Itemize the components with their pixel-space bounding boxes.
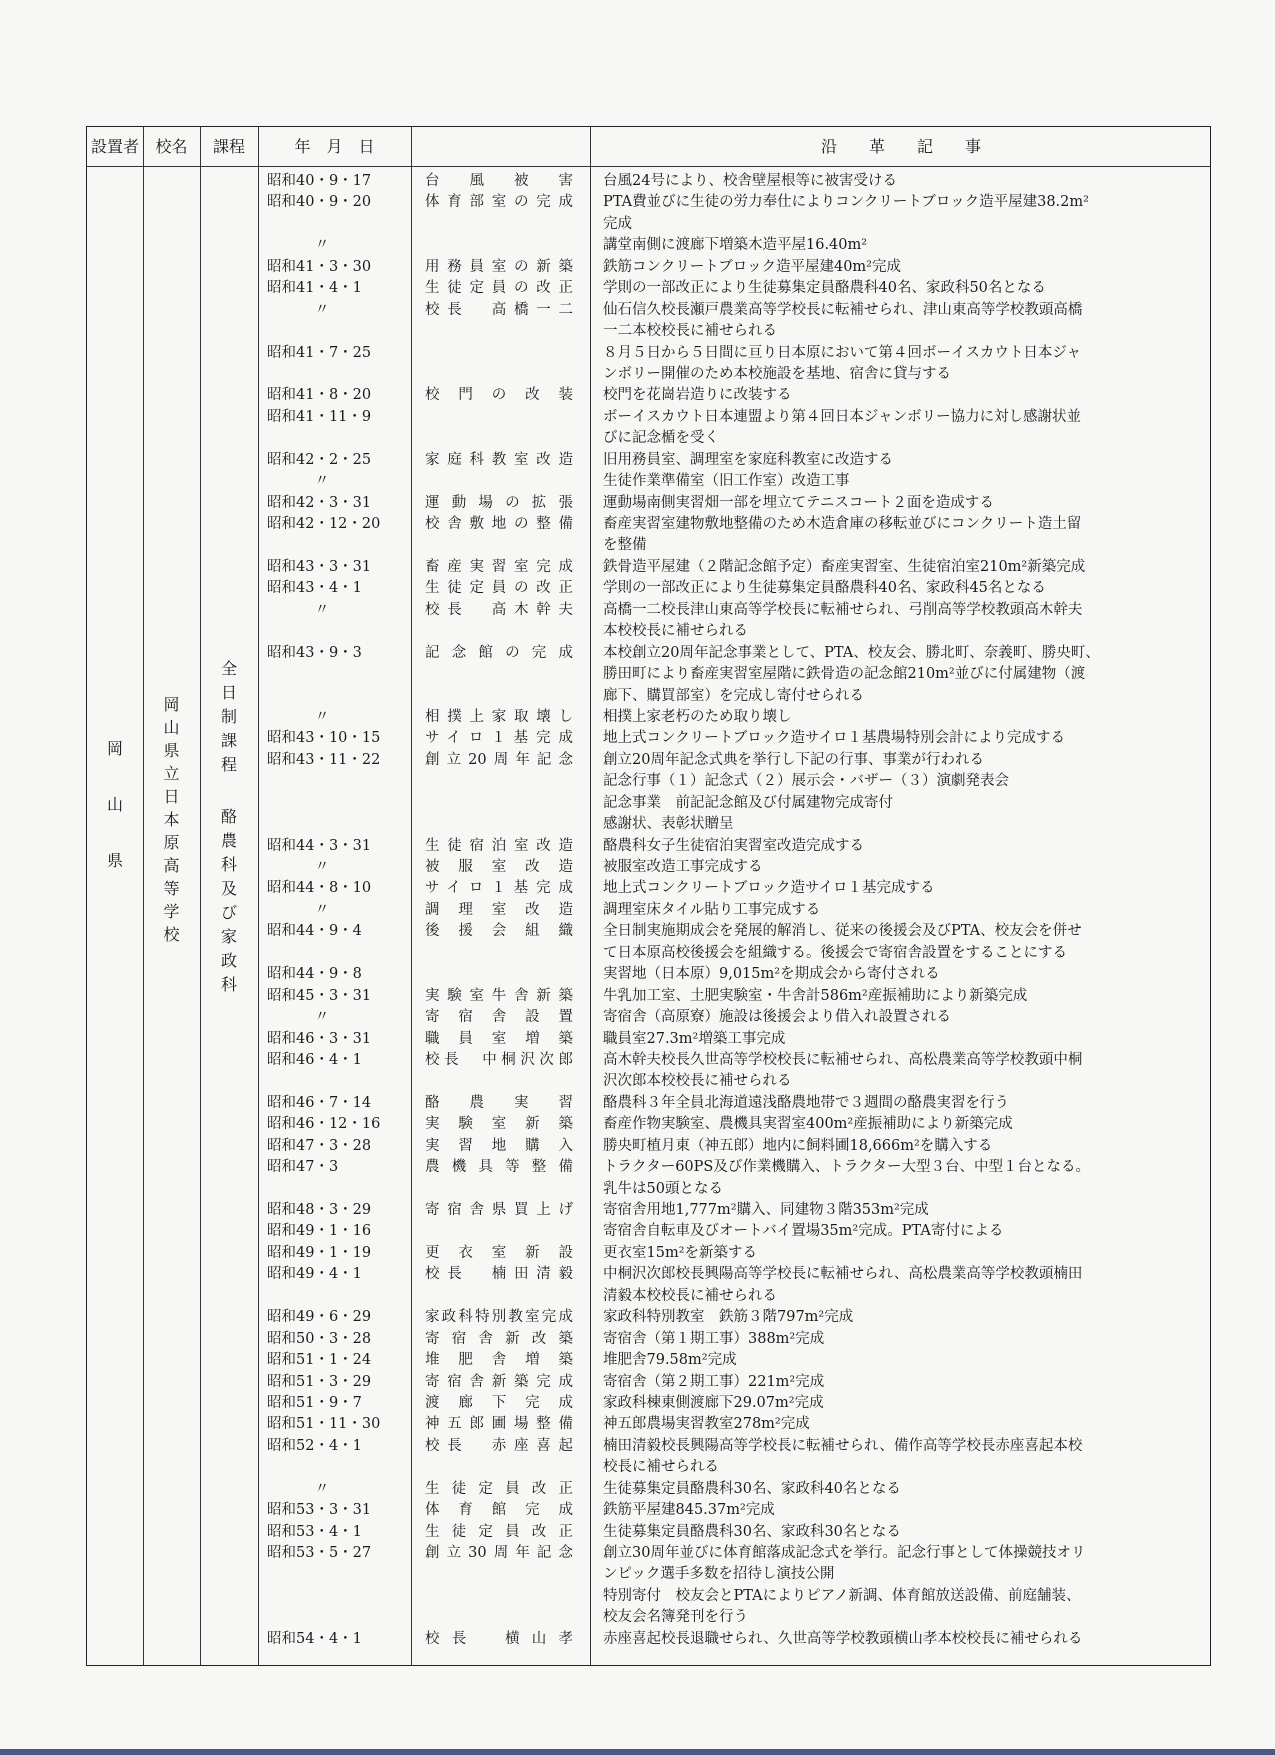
table-row <box>87 1179 1210 1200</box>
table-row <box>87 1607 1210 1628</box>
row-description: 調理室床タイル貼り工事完成する <box>603 901 821 918</box>
table-row <box>87 171 1210 192</box>
vertical-char: 本 <box>163 810 180 829</box>
row-event: 運動場の拡張 <box>425 494 573 511</box>
vertical-char: 岡 <box>163 695 180 714</box>
row-event: 校舎敷地の整備 <box>425 516 573 532</box>
row-event: 実験室牛舎新築 <box>425 987 573 1004</box>
table-row <box>87 278 1210 299</box>
table-row <box>87 728 1210 749</box>
row-description: 鉄筋コンクリートブロック造平屋建40m²完成 <box>603 258 901 275</box>
table-row <box>87 1393 1210 1414</box>
row-date: 昭和47・3・28 <box>267 1137 372 1154</box>
row-event: 寄宿舎設置 <box>425 1009 573 1026</box>
row-description: 旧用務員室、調理室を家庭科教室に改造する <box>603 451 893 468</box>
row-description: 寄宿舎自転車及びオートバイ置場35m²完成。PTA寄付による <box>603 1223 1004 1240</box>
row-description: 赤座喜起校長退職せられ、久世高等学校教頭横山孝本校校長に補せられる <box>603 1630 1083 1647</box>
table-row <box>87 857 1210 878</box>
row-date: 〃 <box>314 708 330 725</box>
row-description: 勝央町植月東（神五郎）地内に飼料圃18,666m²を購入する <box>603 1137 993 1154</box>
table-row <box>87 514 1210 535</box>
row-description: 酪農科女子生徒宿泊実習室改造完成する <box>603 837 864 854</box>
row-date: 〃 <box>314 473 330 490</box>
table-row <box>87 257 1210 278</box>
header-date: 年 月 日 <box>294 137 375 156</box>
table-row <box>87 810 1210 835</box>
row-description: 地上式コンクリートブロック造サイロ１基農場特別会計により完成する <box>603 730 1065 747</box>
table-row <box>87 428 1210 449</box>
history-table <box>86 126 1211 1666</box>
table-row <box>87 1564 1210 1585</box>
row-event: 体育部室の完成 <box>425 194 573 211</box>
table-row <box>87 1264 1210 1285</box>
row-date: 昭和54・4・1 <box>267 1630 362 1647</box>
table-row <box>87 1029 1210 1050</box>
row-event: 家庭科教室改造 <box>425 451 573 468</box>
table-row <box>87 1114 1210 1135</box>
row-description: ８月５日から５日間に亘り日本原において第４回ボーイスカウト日本ジャ <box>603 344 1082 361</box>
table-row <box>87 1414 1210 1435</box>
row-date: 昭和49・4・1 <box>267 1266 362 1283</box>
row-event: 相撲上家取壊し <box>425 708 573 725</box>
row-date: 昭和51・3・29 <box>267 1373 372 1390</box>
table-row <box>87 557 1210 578</box>
table-row <box>87 235 1210 256</box>
row-date: 昭和44・3・31 <box>267 837 372 854</box>
row-description: 校友会名簿発刊を行う <box>603 1609 748 1626</box>
vertical-char: 全 <box>220 659 237 678</box>
row-event: 農機具等整備 <box>425 1159 573 1176</box>
row-description: びに記念楯を受く <box>603 430 719 447</box>
row-date: 昭和44・9・8 <box>267 966 362 983</box>
row-event: 生徒定員の改正 <box>425 280 573 297</box>
row-description: ンボリー開催のため本校施設を基地、宿舎に貸与する <box>603 365 951 382</box>
table-row <box>87 407 1210 428</box>
row-description: 全日制実施期成会を発展的解消し、従来の後援会及びPTA、校友会を併せ <box>603 923 1082 940</box>
vertical-char: 日 <box>163 787 180 806</box>
row-date: 昭和49・1・16 <box>267 1223 372 1240</box>
row-description: 被服室改造工事完成する <box>603 859 763 875</box>
row-date: 昭和46・7・14 <box>267 1094 372 1111</box>
row-date: 昭和43・9・3 <box>267 644 362 661</box>
table-row <box>87 793 1210 814</box>
row-description: 生徒作業準備室（旧工作室）改造工事 <box>603 473 850 490</box>
row-description: 本校創立20周年記念事業として、PTA、校友会、勝北町、奈義町、勝央町、 <box>603 644 1100 661</box>
row-description: 家政科特別教室 鉄筋３階797m²完成 <box>603 1309 854 1326</box>
table-row <box>87 1586 1210 1607</box>
history-rows <box>87 171 1210 1650</box>
row-event: 堆肥舎増築 <box>425 1352 573 1369</box>
row-date: 昭和41・11・9 <box>267 408 372 425</box>
row-description: 職員室27.3m²増築工事完成 <box>603 1030 786 1047</box>
vertical-char: 県 <box>106 851 123 870</box>
row-event: 校長 高橋一二 <box>425 301 573 318</box>
row-event: 渡廊下完成 <box>425 1394 573 1411</box>
row-description: 記念事業 前記記念館及び付属建物完成寄付 <box>603 794 893 811</box>
vertical-char: 農 <box>220 831 237 850</box>
row-event: 酪農実習 <box>425 1094 573 1111</box>
row-date: 昭和51・1・24 <box>267 1352 372 1369</box>
row-description: を整備 <box>603 537 647 554</box>
row-date: 〃 <box>314 1009 330 1026</box>
vertical-char: 制 <box>220 707 237 726</box>
row-date: 昭和44・9・4 <box>267 923 362 940</box>
row-event: 生徒定員改正 <box>425 1480 573 1497</box>
row-date: 昭和49・6・29 <box>267 1309 372 1326</box>
row-description: 校長に補せられる <box>603 1459 719 1476</box>
table-row <box>87 493 1210 514</box>
row-description: 乳牛は50頭となる <box>603 1180 723 1197</box>
row-description: 酪農科３年全員北海道遠浅酪農地帯で３週間の酪農実習を行う <box>603 1094 1009 1111</box>
row-description: 勝田町により畜産実習室屋階に鉄骨造の記念館210m²並びに付属建物（渡 <box>603 666 1086 683</box>
row-description: 完成 <box>603 215 632 232</box>
row-description: 寄宿舎用地1,777m²購入、同建物３階353m²完成 <box>603 1202 929 1218</box>
vertical-char: 岡 <box>106 739 123 758</box>
table-row <box>87 1350 1210 1371</box>
table-row <box>87 192 1210 213</box>
row-description: 寄宿舎（第１期工事）388m²完成 <box>603 1330 825 1347</box>
row-date: 昭和51・9・7 <box>267 1394 362 1411</box>
table-row <box>87 771 1210 792</box>
vertical-char: び <box>220 903 237 922</box>
row-date: 昭和43・10・15 <box>267 730 381 747</box>
row-description: 中桐沢次郎校長興陽高等学校長に転補せられ、高松農業高等学校教頭楠田 <box>603 1266 1083 1283</box>
row-description: 畜産実習室建物敷地整備のため木造倉庫の移転並びにコンクリート造土留 <box>603 516 1082 532</box>
row-event: 後援会組織 <box>425 923 573 940</box>
row-event: 体育館完成 <box>425 1502 573 1519</box>
table-row <box>87 1629 1210 1650</box>
row-date: 昭和41・8・20 <box>267 387 372 404</box>
table-row <box>87 707 1210 728</box>
row-description: 更衣室15m²を新築する <box>603 1244 758 1261</box>
row-description: トラクター60PS及び作業機購入、トラクター大型３台、中型１台となる。 <box>603 1159 1091 1176</box>
row-event: 台風被害 <box>425 173 573 189</box>
row-event: 創立20周年記念 <box>425 751 573 768</box>
table-row <box>87 1329 1210 1350</box>
row-date: 〃 <box>314 859 330 875</box>
row-event: 被服室改造 <box>425 859 573 875</box>
table-row <box>87 1543 1210 1564</box>
row-event: 用務員室の新築 <box>425 258 573 275</box>
row-description: 牛乳加工室、土肥実験室・牛舎計586m²産振補助により新築完成 <box>603 987 1028 1004</box>
table-row <box>87 1500 1210 1521</box>
table-row <box>87 1307 1210 1328</box>
row-date: 昭和46・4・1 <box>267 1051 362 1068</box>
vertical-char: 等 <box>163 879 180 898</box>
table-row <box>87 964 1210 985</box>
vertical-char: 学 <box>163 902 180 921</box>
row-description: ボーイスカウト日本連盟より第４回日本ジャンボリー協力に対し感謝状並 <box>603 408 1082 425</box>
vertical-char: 及 <box>220 879 237 898</box>
row-event: 畜産実習室完成 <box>425 558 573 575</box>
row-description: 校門を花崗岩造りに改装する <box>603 387 792 404</box>
row-event: 校長 楠田清毅 <box>425 1266 573 1283</box>
vertical-char: 課 <box>220 731 237 750</box>
row-description: 楠田清毅校長興陽高等学校長に転補せられ、備作高等学校長赤座喜起本校 <box>603 1437 1083 1454</box>
row-description: ンピック選手多数を招待し演技公開 <box>603 1566 835 1583</box>
table-row <box>87 1050 1210 1071</box>
table-row <box>87 943 1210 964</box>
table-row <box>87 1479 1210 1500</box>
row-event: 校長 横山孝 <box>425 1630 573 1647</box>
vertical-char: 日 <box>220 683 237 702</box>
row-event: 記念館の完成 <box>425 644 573 661</box>
table-row <box>87 750 1210 774</box>
table-row <box>87 878 1210 899</box>
row-date: 〃 <box>314 301 330 318</box>
row-description: 学則の一部改正により生徒募集定員酪農科40名、家政科50名となる <box>603 280 1046 297</box>
header-history: 沿 革 記 事 <box>820 137 981 156</box>
row-event: 校長 赤座喜起 <box>425 1437 573 1454</box>
vertical-char: 山 <box>163 718 180 737</box>
table-row <box>87 471 1210 492</box>
row-date: 昭和43・11・22 <box>267 751 381 768</box>
vertical-char: 高 <box>163 856 180 875</box>
table-row <box>87 900 1210 921</box>
row-description: 台風24号により、校舎壁屋根等に被害受ける <box>603 173 897 189</box>
row-event: 職員室増築 <box>425 1030 573 1047</box>
row-description: 一二本校校長に補せられる <box>603 323 777 340</box>
table-row <box>87 921 1210 942</box>
row-description: PTA費並びに生徒の労力奉仕によりコンクリートブロック造平屋建38.2m² <box>603 194 1089 211</box>
table-row <box>87 364 1210 385</box>
row-date: 昭和49・1・19 <box>267 1244 372 1261</box>
row-description: 沢次郎本校校長に補せられる <box>603 1073 792 1090</box>
table-row <box>87 1007 1210 1028</box>
vertical-char: 家 <box>220 927 237 946</box>
table-row <box>87 1243 1210 1264</box>
vertical-char: 酪 <box>220 807 237 826</box>
table-row <box>87 1436 1210 1457</box>
table-row <box>87 600 1210 621</box>
row-event: 校長 中桐沢次郎 <box>425 1051 573 1068</box>
row-description: 高木幹夫校長久世高等学校校長に転補せられ、高松農業高等学校教頭中桐 <box>603 1051 1083 1068</box>
table-row <box>87 578 1210 599</box>
vertical-char: 程 <box>220 755 237 774</box>
row-date: 昭和53・5・27 <box>267 1545 372 1561</box>
row-event: 更衣室新設 <box>425 1244 573 1261</box>
row-date: 昭和41・7・25 <box>267 344 372 361</box>
table-row <box>87 833 1210 857</box>
row-date: 〃 <box>314 1480 330 1497</box>
table-row <box>87 1221 1210 1242</box>
row-date: 昭和42・2・25 <box>267 451 372 468</box>
vertical-char: 政 <box>220 951 237 970</box>
row-event: 調理室改造 <box>425 901 573 918</box>
row-description: 特別寄付 校友会とPTAによりピアノ新調、体育館放送設備、前庭舗装、 <box>603 1587 1081 1604</box>
row-event: 創立30周年記念 <box>425 1545 573 1561</box>
row-description: 寄宿舎（第２期工事）221m²完成 <box>603 1373 825 1390</box>
row-date: 昭和46・3・31 <box>267 1030 372 1047</box>
row-description: 創立30周年並びに体育館落成記念式を挙行。記念行事として体操競技オリ <box>603 1545 1086 1561</box>
row-event: 生徒定員の改正 <box>425 580 573 597</box>
table-row <box>87 1457 1210 1478</box>
vertical-char: 校 <box>163 925 180 944</box>
row-date: 昭和41・4・1 <box>267 280 362 297</box>
header-school: 校名 <box>155 137 188 156</box>
row-date: 昭和53・4・1 <box>267 1523 362 1540</box>
vertical-char: 科 <box>220 855 237 874</box>
table-row <box>87 1157 1210 1178</box>
row-event: 神五郎圃場整備 <box>425 1416 573 1433</box>
row-date: 昭和41・3・30 <box>267 258 372 275</box>
row-description: 寄宿舎（高原寮）施設は後援会より借入れ設置される <box>603 1009 951 1026</box>
vertical-char: 山 <box>106 795 123 814</box>
row-event: 校長 高木幹夫 <box>425 601 573 618</box>
row-description: て日本原高校後援会を組織する。後援会で寄宿舎設置をすることにする <box>603 944 1067 961</box>
vertical-char: 立 <box>163 764 180 783</box>
row-event: 寄宿舎新改築 <box>425 1330 573 1347</box>
row-date: 〃 <box>314 601 330 618</box>
header-course: 課程 <box>212 137 245 156</box>
row-date: 昭和46・12・16 <box>267 1116 381 1133</box>
row-event: 実験室新築 <box>425 1116 573 1133</box>
row-date: 昭和47・3 <box>267 1159 339 1176</box>
row-description: 家政科棟東側渡廊下29.07m²完成 <box>603 1394 824 1411</box>
row-event: 寄宿舎新築完成 <box>425 1373 573 1390</box>
row-description: 廊下、購買部室）を完成し寄付せられる <box>603 687 864 704</box>
table-row <box>87 450 1210 471</box>
row-description: 感謝状、表彰状贈呈 <box>603 816 734 833</box>
row-description: 鉄筋平屋建845.37m²完成 <box>603 1502 775 1519</box>
row-description: 生徒募集定員酪農科30名、家政科40名となる <box>603 1480 901 1497</box>
table-row <box>87 385 1210 406</box>
row-date: 昭和50・3・28 <box>267 1330 372 1347</box>
table-row <box>87 683 1210 707</box>
row-description: 実習地（日本原）9,015m²を期成会から寄付される <box>603 966 940 983</box>
table-row <box>87 1286 1210 1307</box>
table-row <box>87 621 1210 642</box>
bottom-edge <box>0 1749 1275 1755</box>
row-description: 生徒募集定員酪農科30名、家政科30名となる <box>603 1523 901 1540</box>
row-description: 清毅本校校長に補せられる <box>603 1287 777 1304</box>
header-establisher: 設置者 <box>90 137 139 156</box>
row-description: 仙石信久校長瀬戸農業高等学校長に転補せられ、津山東高等学校教頭高橋 <box>603 301 1083 318</box>
row-date: 昭和40・9・20 <box>267 194 372 211</box>
table-row <box>87 1093 1210 1114</box>
row-description: 相撲上家老朽のため取り壊し <box>603 708 792 725</box>
row-event: サイロ１基完成 <box>425 730 573 747</box>
row-description: 記念行事（１）記念式（２）展示会・バザー（３）演劇発表会 <box>603 773 1009 790</box>
row-date: 昭和52・4・1 <box>267 1437 362 1454</box>
row-event: 校門の改装 <box>425 387 573 404</box>
row-event: 生徒宿泊室改造 <box>425 837 573 854</box>
table-row <box>87 1136 1210 1157</box>
row-date: 昭和53・3・31 <box>267 1502 372 1519</box>
table-row <box>87 343 1210 364</box>
row-date: 〃 <box>314 901 330 918</box>
table-row <box>87 214 1210 235</box>
header-divider <box>87 166 1210 167</box>
row-date: 昭和45・3・31 <box>267 987 372 1004</box>
row-date: 昭和48・3・29 <box>267 1202 372 1218</box>
row-date: 昭和42・12・20 <box>267 516 381 532</box>
table-row <box>87 1372 1210 1393</box>
row-description: 神五郎農場実習教室278m²完成 <box>603 1416 810 1433</box>
table-row <box>87 321 1210 342</box>
table-row <box>87 535 1210 556</box>
row-event: 家政科特別教室完成 <box>425 1309 573 1326</box>
table-row <box>87 643 1210 664</box>
row-event: サイロ１基完成 <box>425 880 573 897</box>
vertical-char: 原 <box>163 833 180 852</box>
table-row <box>87 1522 1210 1543</box>
row-date: 昭和51・11・30 <box>267 1416 381 1433</box>
row-description: 学則の一部改正により生徒募集定員酪農科40名、家政科45名となる <box>603 580 1046 597</box>
row-description: 堆肥舎79.58m²完成 <box>603 1352 737 1369</box>
row-description: 本校校長に補せられる <box>603 623 748 640</box>
row-event: 実習地購入 <box>425 1137 573 1154</box>
row-event: 寄宿舎県買上げ <box>425 1202 573 1218</box>
row-date: 昭和43・3・31 <box>267 558 372 575</box>
vertical-char: 県 <box>163 741 180 760</box>
table-row <box>87 986 1210 1007</box>
row-description: 地上式コンクリートブロック造サイロ１基完成する <box>603 880 935 897</box>
row-date: 〃 <box>314 237 330 254</box>
vertical-char: 科 <box>220 975 237 994</box>
row-description: 高橋一二校長津山東高等学校長に転補せられ、弓削高等学校教頭高木幹夫 <box>603 601 1083 618</box>
table-row <box>87 664 1210 685</box>
table-row <box>87 1200 1210 1221</box>
row-date: 昭和44・8・10 <box>267 880 372 897</box>
row-description: 創立20周年記念式典を挙行し下記の行事、事業が行われる <box>603 751 984 768</box>
row-description: 鉄骨造平屋建（２階記念館予定）畜産実習室、生徒宿泊室210m²新築完成 <box>603 558 1086 575</box>
table-row <box>87 1071 1210 1092</box>
row-date: 昭和42・3・31 <box>267 494 372 511</box>
row-date: 昭和43・4・1 <box>267 580 362 597</box>
row-event: 生徒定員改正 <box>425 1523 573 1540</box>
row-description: 畜産作物実験室、農機具実習室400m²産振補助により新築完成 <box>603 1116 1013 1133</box>
table-row <box>87 300 1210 321</box>
row-date: 昭和40・9・17 <box>267 173 372 189</box>
row-description: 運動場南側実習畑一部を埋立てテニスコート２面を造成する <box>603 494 994 511</box>
row-description: 講堂南側に渡廊下増築木造平屋16.40m² <box>603 237 868 254</box>
